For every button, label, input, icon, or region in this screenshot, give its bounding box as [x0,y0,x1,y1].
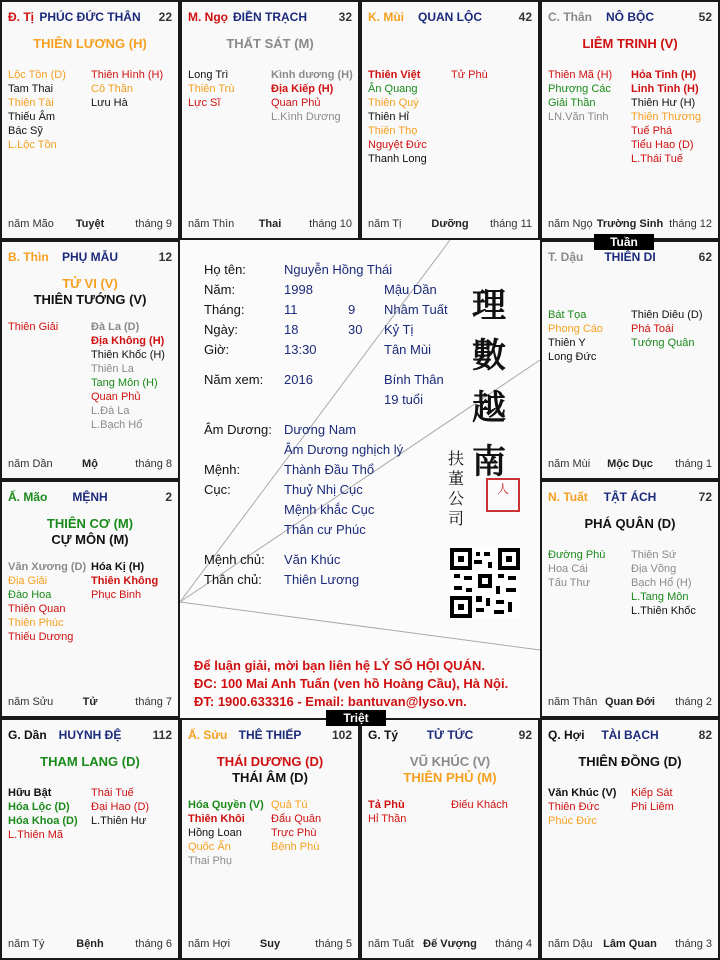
life-stage: Dưỡng [431,218,469,230]
minor-star: Đào Hoa [8,589,52,601]
palace-cell[interactable] [0,0,180,240]
minor-star: Thiên Khôi [188,813,245,825]
star-column-left [368,68,451,166]
minor-star: Tam Thai [8,83,54,95]
palace-cell[interactable] [360,718,540,960]
main-stars [546,516,714,532]
palace-header [188,10,352,26]
minor-star: Giải Thần [548,97,596,109]
minor-star: Kiếp Sát [631,787,673,799]
palace-cell[interactable] [0,718,180,960]
star-column-left [188,798,271,868]
minor-star: Tang Môn (H) [91,377,158,389]
minor-star: Tử Phù [451,69,488,81]
calligraphy-small-4: 司 [448,509,465,528]
palace-footer [548,218,712,232]
minor-star: Lực Sĩ [188,97,221,109]
calligraphy-char-4: 南 [472,442,506,482]
main-star: LIÊM TRINH (V) [582,36,678,51]
minor-star: Thanh Long [368,153,427,165]
palace-header [8,490,172,506]
palace-header [548,10,712,26]
palace-month: tháng 3 [675,938,712,950]
minor-star: Phá Toái [631,323,674,335]
main-star: THIÊN ĐỒNG (D) [578,754,682,769]
name-label: Họ tên: [204,262,246,277]
palace-cell[interactable] [180,718,360,960]
minor-star: Thiên Phúc [8,617,64,629]
palace-name: THÊ THIẾP [238,728,302,742]
minor-star: Linh Tinh (H) [631,83,699,95]
minor-star: Bệnh Phù [271,841,320,853]
main-star: THÁI DƯƠNG (D) [216,754,324,769]
palace-cell[interactable] [180,0,360,240]
menh-label: Mệnh: [204,462,241,477]
age: 19 tuổi [384,392,424,407]
minor-star: L.Bạch Hổ [91,419,143,431]
palace-number: 62 [698,250,712,264]
minor-star: Thiên Trù [188,83,235,95]
palace-number: 82 [698,728,712,742]
life-stage: Mộc Dục [607,458,653,470]
minor-star: Bát Tọa [548,309,587,321]
minor-star: Thiên Giải [8,321,59,333]
minor-star: Thiên Không [91,575,159,587]
minor-star: Tuế Phá [631,125,673,137]
calligraphy-small-2: 董 [448,469,465,488]
main-stars [546,36,714,52]
calligraphy-char-3: 越 [472,388,506,428]
palace-header [548,728,712,744]
star-column-right [91,68,174,110]
palace-month: tháng 12 [669,218,712,230]
minor-star: Phong Cáo [548,323,604,335]
minor-star: Long Đức [548,351,597,363]
minor-star: Phục Binh [91,589,142,601]
cuc-value: Thuỷ Nhị Cục [284,482,363,497]
minor-star: Thiên La [91,363,134,375]
star-column-left [8,786,91,842]
birth-hour: 13:30 [284,342,317,357]
star-column-left [368,798,451,826]
palace-name: PHÚC ĐỨC THÂN [39,10,141,24]
life-stage: Bệnh [76,938,104,950]
star-column-right [451,68,534,82]
palace-number: 32 [338,10,352,24]
minor-star: Ân Quang [368,83,418,95]
palace-number: 2 [165,490,172,504]
palace-stem-branch: K. Mùi [368,10,404,24]
palace-year: năm Mùi [548,458,591,470]
palace-month: tháng 1 [675,458,712,470]
palace-number: 42 [518,10,532,24]
minor-star: Tả Phù [368,799,405,811]
minor-star: L.Đà La [91,405,130,417]
minor-star: L.Thiên Khốc [631,605,696,617]
minor-star: L.Thái Tuế [631,153,683,165]
palace-month: tháng 8 [135,458,172,470]
palace-year: năm Tị [368,218,402,230]
life-stage: Suy [259,938,281,950]
year-label: Năm: [204,282,236,297]
minor-star: Thiên Sứ [631,549,677,561]
palace-month: tháng 11 [489,218,532,230]
life-stage: Quan Đới [605,696,655,708]
minor-star: Thiên Tài [8,97,54,109]
palace-cell[interactable] [540,480,720,718]
star-column-left [548,308,631,364]
palace-header [548,250,712,266]
center-info-panel [180,240,540,718]
life-stage: Lâm Quan [603,938,657,950]
star-column-left [548,68,631,124]
birth-day-can: Kỷ Tị [384,322,414,337]
minor-star: Đại Hao (D) [91,801,150,813]
life-stage: Đế Vượng [423,938,477,950]
cuc-label: Cục: [204,482,231,497]
minor-star: Địa Kiếp (H) [271,83,334,95]
minor-star: Thiên Quan [8,603,66,615]
minor-star: L.Tang Môn [631,591,689,603]
palace-stem-branch: Ấ. Mão [8,490,48,504]
menhchu-value: Văn Khúc [284,552,341,567]
minor-star: Thiên Đức [548,801,600,813]
menhchu-label: Mệnh chủ: [204,552,265,567]
minor-star: Quan Phủ [271,97,321,109]
palace-stem-branch: G. Dần [8,728,47,742]
month-label: Tháng: [204,302,245,317]
star-column-right [91,320,174,432]
palace-year: năm Sửu [8,696,54,708]
minor-star: Thiên Thọ [368,125,418,137]
palace-year: năm Tuất [368,938,414,950]
palace-year: năm Mão [8,218,54,230]
main-stars [186,754,354,786]
minor-star: Quả Tú [271,799,308,811]
birth-month-lunar: 9 [348,302,356,317]
minor-star: Thiếu Dương [8,631,74,643]
minor-star: Hữu Bật [8,787,52,799]
minor-star: Địa Không (H) [91,335,165,347]
minor-star: Phượng Các [548,83,611,95]
main-star: TỬ VI (V) [62,276,118,291]
palace-month: tháng 4 [495,938,532,950]
thanchu-label: Thân chủ: [204,572,262,587]
star-column-left [548,786,631,828]
minor-star: Đường Phù [548,549,606,561]
main-stars [6,516,174,548]
star-column-right [91,786,174,828]
palace-number: 92 [518,728,532,742]
minor-star: Địa Giải [8,575,48,587]
star-column-right [451,798,534,812]
minor-star: Tấu Thư [548,577,591,589]
star-column-left [8,320,91,334]
palace-year: năm Ngọ [548,218,593,230]
palace-footer [368,938,532,952]
palace-name: TÀI BẠCH [601,728,659,742]
palace-year: năm Dần [8,458,53,470]
palace-number: 102 [331,728,352,742]
life-stage: Mộ [82,458,98,470]
contact-address: ĐC: 100 Mai Anh Tuấn (ven hồ Hoàng Cầu), Hà Nội. [194,676,509,691]
palace-stem-branch: B. Thìn [8,250,49,264]
palace-footer [8,218,172,232]
star-column-right [631,786,714,814]
palace-cell[interactable] [0,240,180,480]
main-star: PHÁ QUÂN (D) [584,516,676,531]
palace-name: TẬT ÁCH [603,490,657,504]
birth-day-lunar: 30 [348,322,363,337]
minor-star: L.Thiên Hư [91,815,147,827]
birth-month-can: Nhâm Tuất [384,302,448,317]
minor-star: Quan Phủ [91,391,141,403]
minor-star: Long Trì [188,69,229,81]
main-stars [6,754,174,770]
minor-star: Tướng Quân [631,337,695,349]
palace-year: năm Tý [8,938,45,950]
minor-star: Thiên Quý [368,97,419,109]
star-column-right [631,548,714,618]
minor-star: Phúc Đức [548,815,597,827]
palace-header [8,728,172,744]
palace-month: tháng 10 [309,218,352,230]
palace-footer [548,696,712,710]
palace-cell[interactable] [540,0,720,240]
minor-star: Đẩu Quân [271,813,322,825]
minor-star: Văn Khúc (V) [548,787,617,799]
palace-header [368,728,532,744]
main-star: THIÊN LƯƠNG (H) [33,36,147,51]
main-star: THIÊN TƯỚNG (V) [33,292,147,307]
day-label: Ngày: [204,322,238,337]
minor-star: Hoa Cái [548,563,588,575]
contact-phone-email[interactable]: ĐT: 1900.633316 - Email: bantuvan@lyso.vn. [194,694,467,709]
palace-footer [188,938,352,952]
palace-number: 52 [698,10,712,24]
palace-stem-branch: C. Thân [548,10,592,24]
calligraphy-char-2: 數 [472,336,506,376]
minor-star: Hỏa Tinh (H) [631,69,697,81]
minor-star: Thiếu Âm [8,111,56,123]
minor-star: Lưu Hà [91,97,128,109]
contact-line-1: Để luận giải, mời bạn liên hệ LÝ SỐ HỘI QUÁN. [194,658,485,673]
minor-star: Đà La (D) [91,321,140,333]
palace-year: năm Thân [548,696,598,708]
minor-star: Thái Tuế [91,787,134,799]
minor-star: Điếu Khách [451,799,508,811]
palace-header [188,728,352,744]
minor-star: LN.Văn Tinh [548,111,609,123]
palace-name: THIÊN DI [604,250,656,264]
minor-star: Phi Liêm [631,801,674,813]
palace-stem-branch: Q. Hợi [548,728,585,742]
minor-star: Văn Xương (D) [8,561,87,573]
person-name: Nguyễn Hồng Thái [284,262,393,277]
calligraphy-char-1: 理 [472,286,506,326]
menh-value: Thành Đầu Thổ [284,462,375,477]
minor-star: Bạch Hổ (H) [631,577,692,589]
minor-star: L.Kình Dương [271,111,341,123]
amduong-label: Âm Dương: [204,422,272,437]
amduong-note: Âm Dương nghịch lý [284,442,404,457]
minor-star: Bác Sỹ [8,125,43,137]
minor-star: Thiên Việt [368,69,421,81]
main-star: THIÊN PHỦ (M) [403,770,497,785]
star-column-left [188,68,271,110]
minor-star: Thiên Hư (H) [631,97,696,109]
hour-label: Giờ: [204,342,230,357]
star-column-right [91,560,174,602]
palace-year: năm Thìn [188,218,235,230]
life-stage: Trường Sinh [596,218,664,230]
life-stage: Thai [258,218,282,230]
palace-stem-branch: N. Tuất [548,490,588,504]
star-column-right [271,68,354,124]
palace-month: tháng 5 [315,938,352,950]
palace-name: TỬ TỨC [426,728,474,742]
minor-star: L.Thiên Mã [8,829,64,841]
palace-header [368,10,532,26]
minor-star: Tiểu Hao (D) [631,139,694,151]
minor-star: Kình dương (H) [271,69,353,81]
main-stars [6,276,174,308]
main-stars [546,754,714,770]
minor-star: L.Lộc Tồn [8,139,57,151]
tuan-tag: Tuần [594,234,654,250]
palace-header [548,490,712,506]
cuc-note: Mệnh khắc Cục [284,502,375,517]
calligraphy-small-1: 扶 [448,449,465,468]
palace-cell[interactable] [0,480,180,718]
minor-star: Lộc Tồn (D) [8,69,66,81]
palace-footer [548,938,712,952]
palace-stem-branch: Ấ. Sửu [188,728,228,742]
view-year: 2016 [284,372,313,387]
birth-year-can: Mậu Dần [384,282,437,297]
main-star: THẤT SÁT (M) [226,36,314,51]
palace-month: tháng 7 [135,696,172,708]
minor-star: Cô Thần [91,83,133,95]
minor-star: Hỉ Thần [368,813,407,825]
palace-number: 112 [152,728,172,742]
minor-star: Nguyệt Đức [368,139,427,151]
thanchu-value: Thiên Lương [284,572,360,587]
palace-header [8,250,172,266]
life-stage: Tử [82,696,98,708]
palace-footer [8,458,172,472]
minor-star: Trực Phù [271,827,317,839]
view-year-can: Bính Thân [384,372,444,387]
palace-cell[interactable] [540,718,720,960]
main-star: VŨ KHÚC (V) [409,754,491,769]
star-column-right [631,308,714,350]
triet-tag: Triệt [326,710,386,726]
palace-stem-branch: G. Tý [368,728,399,742]
minor-star: Thiên Diêu (D) [631,309,703,321]
palace-header [8,10,172,26]
palace-year: năm Hợi [188,938,231,950]
main-stars [6,36,174,52]
minor-star: Thiên Thương [631,111,702,123]
amduong-value: Dương Nam [284,422,357,437]
palace-name: ĐIỀN TRẠCH [233,10,307,24]
palace-month: tháng 6 [135,938,172,950]
minor-star: Quốc Ấn [188,841,231,853]
star-column-left [8,560,91,644]
star-column-left [8,68,91,152]
minor-star: Địa Võng [631,563,677,575]
main-stars [366,754,534,786]
calligraphy-small-3: 公 [448,489,465,508]
palace-name: PHỤ MẪU [62,250,118,264]
palace-name: QUAN LỘC [418,10,482,24]
palace-name: HUYNH ĐỆ [58,728,122,742]
palace-footer [368,218,532,232]
minor-star: Thiên Hỉ [368,111,409,123]
minor-star: Thiên Mã (H) [548,69,613,81]
main-star: CỰ MÔN (M) [51,532,129,547]
star-column-right [631,68,714,166]
palace-number: 72 [698,490,712,504]
palace-cell[interactable] [360,0,540,240]
red-seal-icon: 人 [486,478,520,512]
birth-day: 18 [284,322,299,337]
palace-footer [8,696,172,710]
birth-hour-can: Tân Mùi [384,342,431,357]
palace-number: 22 [158,10,172,24]
palace-footer [548,458,712,472]
palace-month: tháng 9 [135,218,172,230]
palace-number: 12 [158,250,172,264]
minor-star: Thiên Y [548,337,586,349]
palace-month: tháng 2 [675,696,712,708]
main-star: THAM LANG (D) [40,754,140,769]
life-stage: Tuyệt [75,218,105,230]
palace-name: NÔ BỘC [606,10,654,24]
palace-stem-branch: Đ. Tị [8,10,34,24]
palace-year: năm Dậu [548,938,593,950]
palace-stem-branch: M. Ngọ [188,10,228,24]
minor-star: Hóa Kị (H) [91,561,145,573]
birth-month: 11 [284,302,298,317]
star-column-right [271,798,354,854]
minor-star: Hồng Loan [188,827,242,839]
minor-star: Hóa Lộc (D) [8,801,70,813]
star-column-left [548,548,631,590]
palace-stem-branch: T. Dậu [548,250,584,264]
view-year-label: Năm xem: [204,372,264,387]
minor-star: Thiên Khốc (H) [91,349,165,361]
minor-star: Hóa Quyền (V) [188,799,264,811]
palace-cell[interactable] [540,240,720,480]
main-stars [186,36,354,52]
than-cu: Thân cư Phúc [284,522,366,537]
minor-star: Thai Phụ [188,855,233,867]
palace-footer [8,938,172,952]
minor-star: Hóa Khoa (D) [8,815,78,827]
minor-star: Thiên Hình (H) [91,69,164,81]
palace-footer [188,218,352,232]
main-star: THÁI ÂM (D) [232,770,308,785]
birth-year: 1998 [284,282,313,297]
qr-code-icon [450,548,520,618]
palace-name: MỆNH [72,490,108,504]
main-star: THIÊN CƠ (M) [46,516,134,531]
